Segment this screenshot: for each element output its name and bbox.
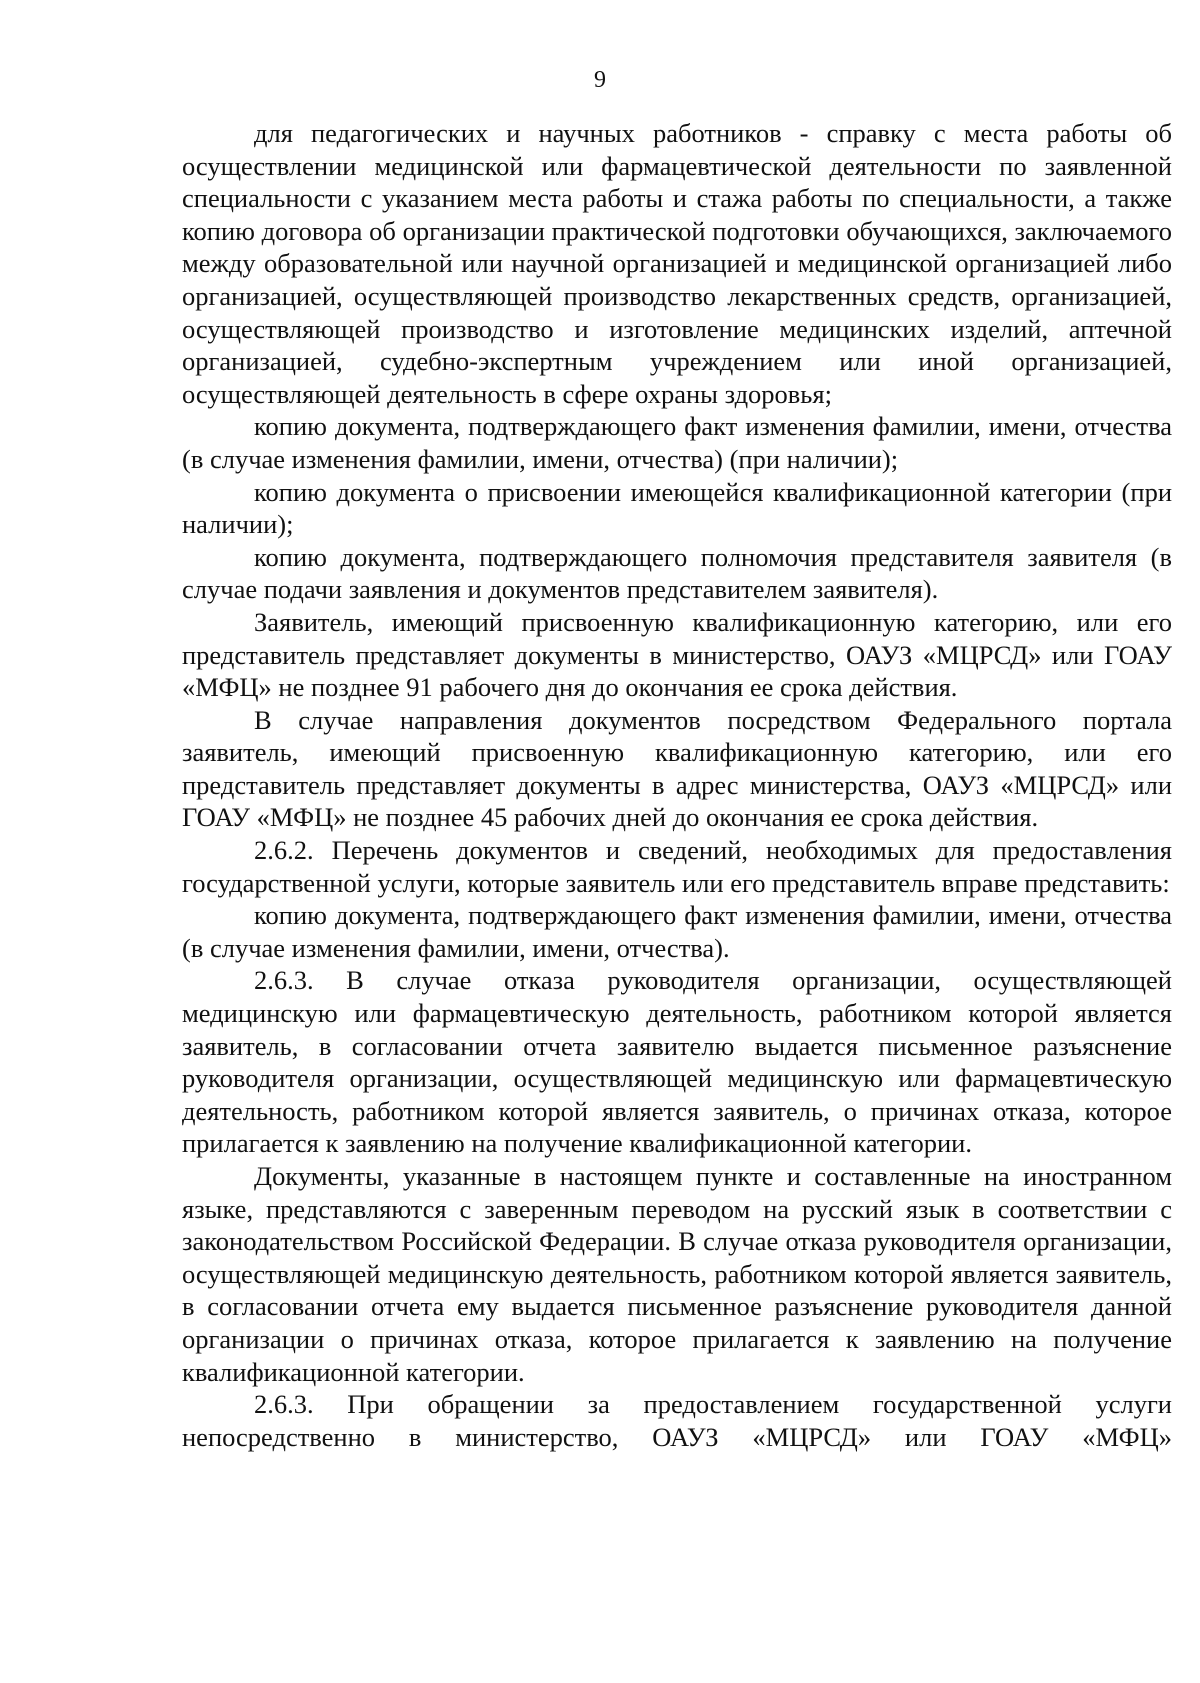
paragraph: Заявитель, имеющий присвоенную квалификационную категорию, или его представитель представляет документы в министерство, ОАУЗ «МЦРСД» или ГОАУ «МФЦ» не позднее 91 рабочего дня до окончания ее срока действия. [182,606,1172,703]
paragraph: Документы, указанные в настоящем пункте и составленные на иностранном языке, представляются с заверенным переводом на русский язык в соответствии с законодательством Российской Федерации. В случае отказа руководителя организации, осуществляющей медицинскую деятельность, работником которой является заявитель, в согласовании отчета ему выдается письменное разъяснение руководителя данной организации о причинах отказа, которое прилагается к заявлению на получение квалификационной категории. [182,1161,1172,1387]
paragraph: копию документа, подтверждающего факт изменения фамилии, имени, отчества (в случае изменения фамилии, имени, отчества). [182,900,1172,963]
paragraph: 2.6.2. Перечень документов и сведений, необходимых для предоставления государственной услуги, которые заявитель или его представитель вправе представить: [182,835,1172,898]
page-number: 9 [594,67,606,93]
paragraph: 2.6.3. В случае отказа руководителя организации, осуществляющей медицинскую или фармацевтическую деятельность, работником которой является заявитель, в согласовании отчета заявителю выдается письменное разъяснение руководителя организации, осуществляющей медицинскую или фармацевтическую деятельность, работником которой является заявитель, о причинах отказа, которое прилагается к заявлению на получение квалификационной категории. [182,965,1172,1159]
paragraph: копию документа о присвоении имеющейся квалификационной категории (при наличии); [182,476,1172,540]
paragraph: для педагогических и научных работников - справку с места работы об осуществлении медицинской или фармацевтической деятельности по заявленной специальности с указанием места работы и стажа работы по специальности, а также копию договора об организации практической подготовки обучающихся, заключаемого между образовательной или научной организацией и медицинской организацией либо организацией, осуществляющей производство лекарственных средств, организацией, осуществляющей производство и изготовление медицинских изделий, аптечной организацией, судебно-экспертным учреждением или иной организацией, осуществляющей деятельность в сфере охраны здоровья; [182,118,1172,409]
paragraph: копию документа, подтверждающего факт изменения фамилии, имени, отчества (в случае изменения фамилии, имени, отчества) (при наличии); [182,411,1172,474]
document-body [182,117,1172,1453]
paragraph: В случае направления документов посредством Федерального портала заявитель, имеющий присвоенную квалификационную категорию, или его представитель представляет документы в адрес министерства, ОАУЗ «МЦРСД» или ГОАУ «МФЦ» не позднее 45 рабочих дней до окончания ее срока действия. [182,704,1172,833]
paragraph: копию документа, подтверждающего полномочия представителя заявителя (в случае подачи заявления и документов представителем заявителя). [182,541,1172,605]
paragraph: 2.6.3. При обращении за предоставлением государственной услуги непосредственно в министерство, ОАУЗ «МЦРСД» или ГОАУ «МФЦ» [182,1389,1172,1452]
